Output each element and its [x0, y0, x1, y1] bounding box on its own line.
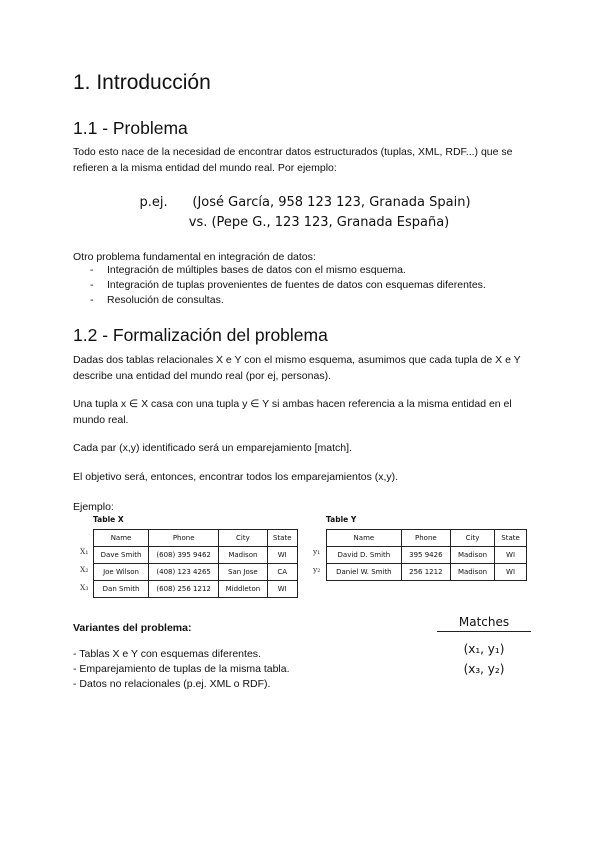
table-cell: WI	[495, 564, 527, 581]
ejemplo-label: Ejemplo:	[73, 501, 114, 513]
table-y-caption: Table Y	[326, 515, 357, 524]
table-cell: Joe Wilson	[94, 564, 149, 581]
list-item: - Integración de tuplas provenientes de fuentes de datos con esquemas diferentes.	[73, 278, 553, 293]
table-row	[94, 581, 298, 598]
table-cell: CA	[267, 564, 298, 581]
list-item: - Tablas X e Y con esquemas diferentes.	[73, 648, 261, 660]
other-problem-list	[73, 263, 553, 308]
table-x-row-label: X₁	[80, 547, 89, 556]
formal-paragraph-2: Una tupla x ∈ X casa con una tupla y ∈ Y si ambas hacen referencia a la misma entidad en el mundo real.	[73, 398, 512, 426]
column-header: City	[219, 530, 267, 547]
other-problem-text: Otro problema fundamental en integración de datos:	[73, 251, 316, 263]
match-item: (x₃, y₂)	[463, 662, 505, 676]
table-cell: (608) 395 9462	[149, 547, 219, 564]
list-item: - Integración de múltiples bases de datos con el mismo esquema.	[73, 263, 553, 278]
matches-title: Matches	[437, 615, 531, 632]
intro-paragraph: Todo esto nace de la necesidad de encontrar datos estructurados (tuplas, XML, RDF...) que se refieren a la misma entidad del mundo real. Por ejemplo:	[73, 146, 513, 174]
column-header: Phone	[149, 530, 219, 547]
formal-paragraph-1: Dadas dos tablas relacionales X e Y con el mismo esquema, asumimos que cada tupla de X e Y describe una entidad del mundo real (por ej, personas).	[73, 354, 521, 382]
table-cell: WI	[495, 547, 527, 564]
table-cell: Madison	[450, 564, 494, 581]
match-item: (x₁, y₁)	[463, 642, 505, 656]
table-cell: WI	[267, 581, 298, 598]
table-x-row-label: X₃	[80, 583, 89, 592]
table-cell: Daniel W. Smith	[327, 564, 402, 581]
column-header: State	[267, 530, 298, 547]
column-header: Phone	[401, 530, 450, 547]
column-header: City	[450, 530, 494, 547]
table-x-caption: Table X	[93, 515, 124, 524]
section-title-formalizacion: 1.2 - Formalización del problema	[73, 325, 328, 345]
table-cell: WI	[267, 547, 298, 564]
table-cell: Dave Smith	[94, 547, 149, 564]
table-y-row-label: y₂	[313, 565, 321, 574]
list-item: - Datos no relacionales (p.ej. XML o RDF).	[73, 678, 271, 690]
table-y	[326, 529, 527, 581]
table-header-row	[94, 530, 298, 547]
table-cell: San Jose	[219, 564, 267, 581]
table-y-row-label: y₁	[313, 547, 321, 556]
formal-paragraph-4: El objetivo será, entonces, encontrar todos los emparejamientos (x,y).	[73, 471, 399, 483]
table-row	[94, 547, 298, 564]
section-title-introduccion: 1. Introducción	[73, 71, 211, 94]
table-cell: Madison	[450, 547, 494, 564]
list-item: - Resolución de consultas.	[73, 293, 553, 308]
table-row	[94, 564, 298, 581]
table-x	[93, 529, 298, 598]
table-cell: Middleton	[219, 581, 267, 598]
table-header-row	[327, 530, 527, 547]
table-cell: Madison	[219, 547, 267, 564]
column-header: State	[495, 530, 527, 547]
column-header: Name	[327, 530, 402, 547]
list-item: - Emparejamiento de tuplas de la misma tabla.	[73, 663, 290, 675]
table-cell: (608) 256 1212	[149, 581, 219, 598]
example-line-1: p.ej. (José García, 958 123 123, Granada Spain)	[139, 195, 471, 210]
table-cell: 395 9426	[401, 547, 450, 564]
table-cell: David D. Smith	[327, 547, 402, 564]
example-line-2: vs. (Pepe G., 123 123, Granada España)	[188, 215, 450, 230]
table-cell: Dan Smith	[94, 581, 149, 598]
table-row	[327, 564, 527, 581]
formal-paragraph-3: Cada par (x,y) identificado será un emparejamiento [match].	[73, 442, 352, 454]
variants-title: Variantes del problema:	[73, 622, 192, 634]
example-block	[0, 193, 600, 233]
table-x-row-label: X₂	[80, 565, 89, 574]
table-cell: (408) 123 4265	[149, 564, 219, 581]
table-row	[327, 547, 527, 564]
table-cell: 256 1212	[401, 564, 450, 581]
section-title-problema: 1.1 - Problema	[73, 118, 188, 138]
column-header: Name	[94, 530, 149, 547]
